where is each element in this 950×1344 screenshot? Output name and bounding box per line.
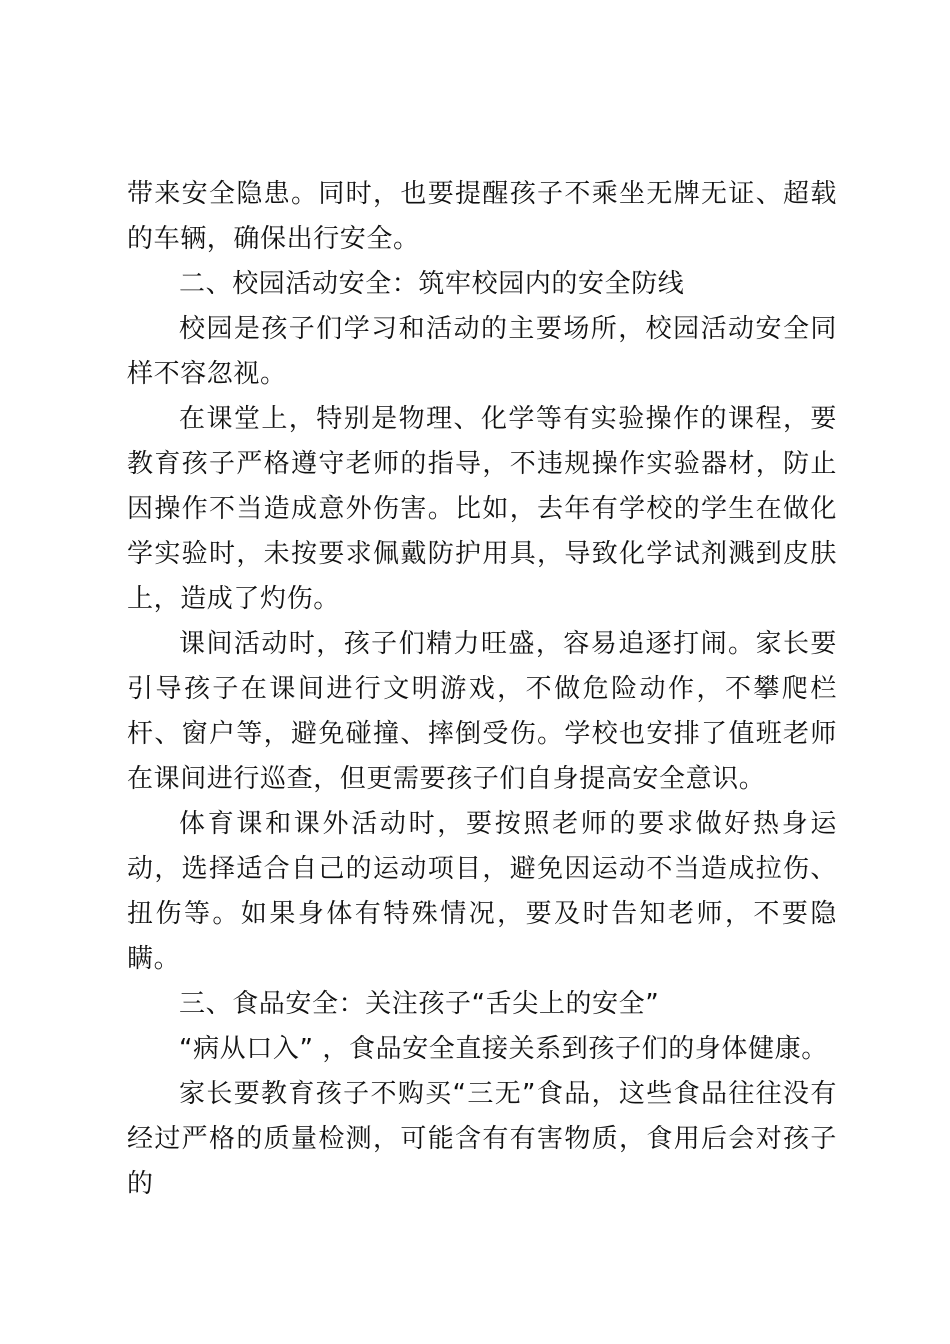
document-body (127, 172, 837, 1207)
paragraph-food-intro: “病从口入” ，食品安全直接关系到孩子们的身体健康。 (179, 1034, 828, 1064)
section-heading-campus-safety: 二、校园活动安全：筑牢校园内的安全防线 (179, 269, 685, 299)
paragraph-continuation: 带来安全隐患。同时，也要提醒孩子不乘坐无牌无证、超载的车辆，确保出行安全。 (127, 179, 837, 254)
paragraph-campus-intro: 校园是孩子们学习和活动的主要场所，校园活动安全同样不容忽视。 (127, 314, 837, 389)
paragraph-classroom: 在课堂上，特别是物理、化学等有实验操作的课程，要教育孩子严格遵守老师的指导，不违规操作实验器材，防止因操作不当造成意外伤害。比如，去年有学校的学生在做化学实验时，未按要求佩戴防护用具，导致化学试剂溅到皮肤上，造成了灼伤。 (127, 404, 837, 614)
paragraph-recess: 课间活动时，孩子们精力旺盛，容易追逐打闹。家长要引导孩子在课间进行文明游戏，不做危险动作，不攀爬栏杆、窗户等，避免碰撞、摔倒受伤。学校也安排了值班老师在课间进行巡查，但更需要孩子们自身提高安全意识。 (127, 629, 837, 794)
paragraph-sports: 体育课和课外活动时，要按照老师的要求做好热身运动，选择适合自己的运动项目，避免因运动不当造成拉伤、扭伤等。如果身体有特殊情况，要及时告知老师，不要隐瞒。 (127, 809, 837, 974)
section-heading-food-safety: 三、食品安全：关注孩子“舌尖上的安全” (179, 989, 660, 1019)
paragraph-food-three-no: 家长要教育孩子不购买“三无”食品，这些食品往往没有经过严格的质量检测，可能含有有害物质，食用后会对孩子的 (127, 1079, 837, 1199)
